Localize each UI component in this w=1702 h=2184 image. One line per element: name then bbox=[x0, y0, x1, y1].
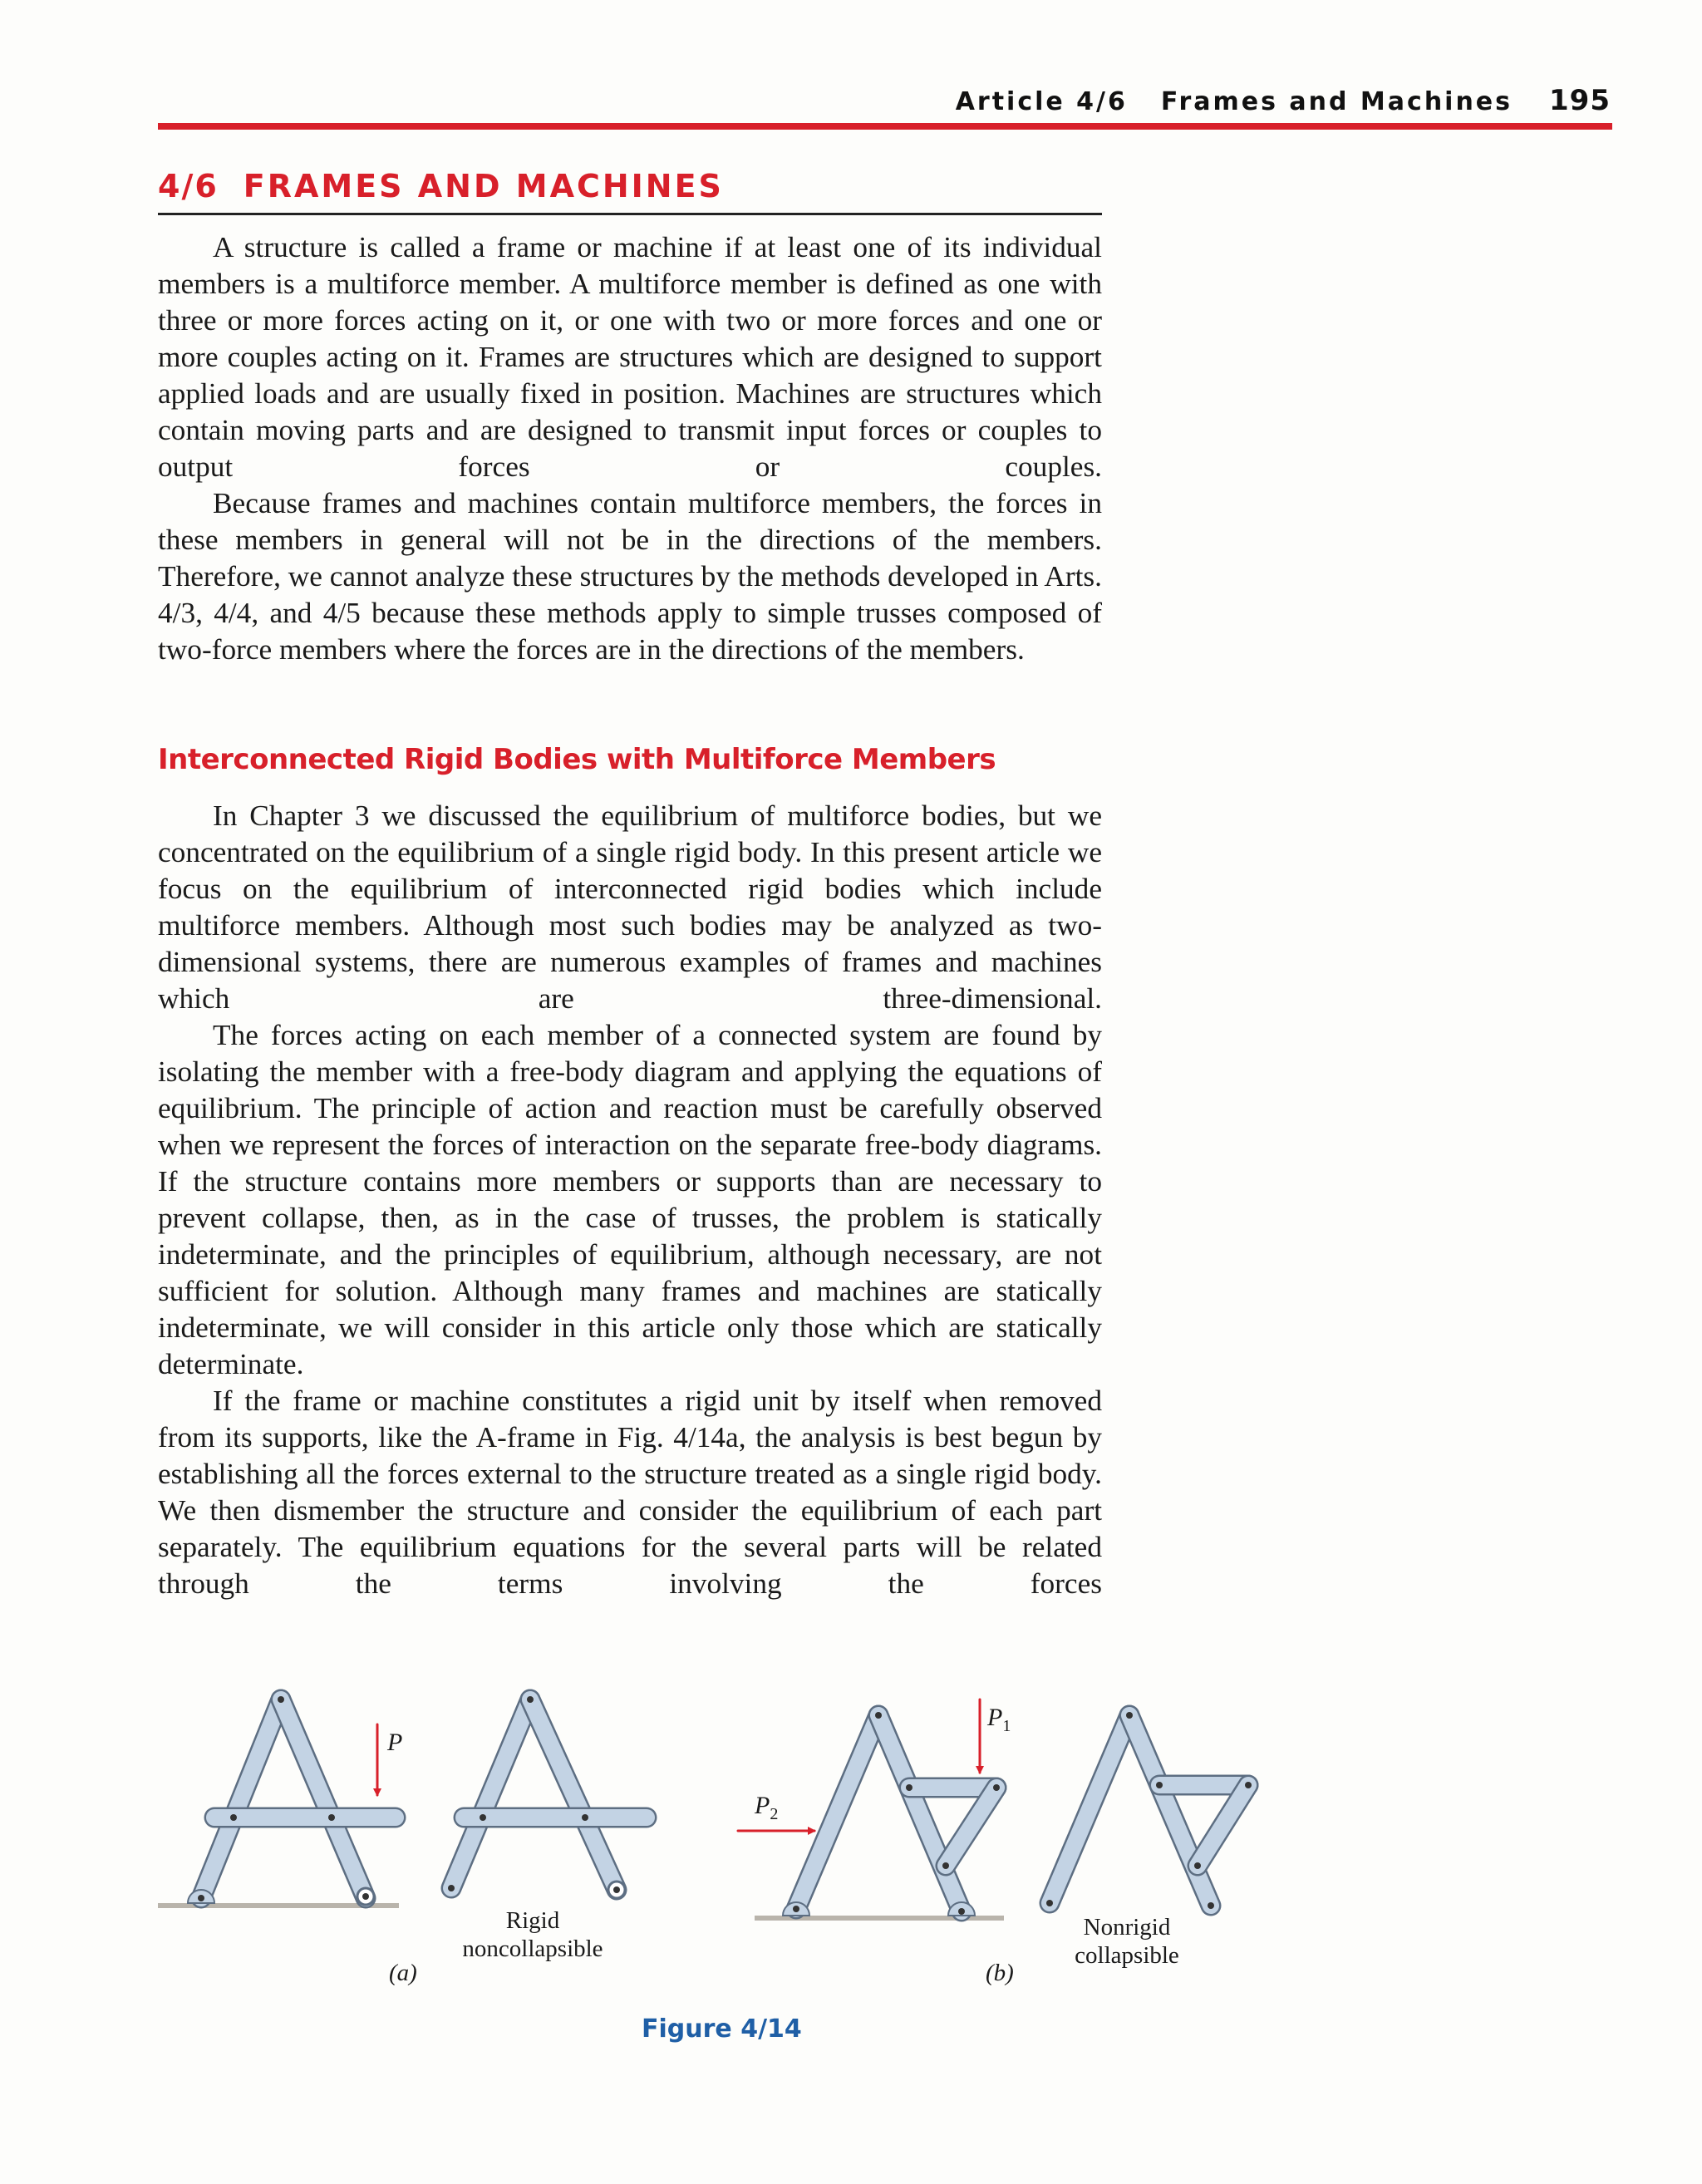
load-label-p1: $P_1$ bbox=[987, 1704, 1011, 1735]
section-title-text: FRAMES AND MACHINES bbox=[243, 168, 724, 204]
running-head-title: Frames and Machines bbox=[1160, 87, 1513, 116]
figure-part-b-label: (b) bbox=[986, 1960, 1014, 1986]
note-rigid-line2: noncollapsible bbox=[462, 1936, 603, 1962]
running-head-article: Article 4/6 bbox=[955, 87, 1128, 116]
note-nonrigid-line1: Nonrigid bbox=[1083, 1914, 1171, 1941]
ground-line-b bbox=[755, 1916, 1004, 1921]
a-frame-supported bbox=[158, 1696, 399, 1908]
note-rigid-line1: Rigid bbox=[505, 1907, 560, 1934]
body-paragraph-1: In Chapter 3 we discussed the equilibrium of multiforce bodies, but we concentrated on the equilibrium of a single rigid body. In this present article we focus on the equilibrium of interconnected rigid bodies which include multiforce members. Although most such bodies may be analyzed as two-dimensional systems, there are numerous examples of frames and machines which are three-dimensional. bbox=[158, 799, 1102, 1015]
note-nonrigid-line2: collapsible bbox=[1075, 1942, 1179, 1969]
load-label-p: P bbox=[387, 1729, 403, 1756]
figure-part-a-label: (a) bbox=[389, 1960, 417, 1986]
running-head bbox=[0, 84, 1611, 117]
intro-paragraph-2: Because frames and machines contain multiforce members, the forces in these members in general will not be in the directions of the members. Therefore, we cannot analyze these structures by the methods developed in Arts. 4/3, 4/4, and 4/5 because these methods apply to simple trusses composed of two-force members where the forces are in the directions of the members. bbox=[158, 487, 1102, 666]
header-rule bbox=[158, 123, 1612, 130]
load-label-p2: $P_2$ bbox=[755, 1792, 779, 1823]
note-nonrigid bbox=[1052, 1913, 1202, 1970]
section-rule bbox=[158, 213, 1102, 215]
b-frame-free bbox=[1046, 1712, 1252, 1909]
intro-text bbox=[158, 229, 1102, 668]
body-paragraph-2: The forces acting on each member of a connected system are found by isolating the member with a free-body diagram and applying the equations of equilibrium. The principle of action and reaction must be carefully observed when we represent the forces of interaction on the separate free-body diagrams. If the structure contains more members or supports than are necessary to prevent collapse, then, as in the case of trusses, the problem is statically indeterminate, and the principles of equilibrium, although necessary, are not sufficient for solution. Although many frames and machines are statically indeterminate, we will consider in this article only those which are statically determinate. bbox=[158, 1019, 1102, 1380]
subsection-text bbox=[158, 798, 1102, 1602]
section-number: 4/6 bbox=[158, 168, 219, 204]
note-rigid bbox=[458, 1906, 608, 1963]
page-number: 195 bbox=[1549, 84, 1611, 117]
a-frame-free bbox=[448, 1696, 647, 1898]
figure-caption: Figure 4/14 bbox=[642, 2014, 802, 2044]
body-paragraph-3: If the frame or machine constitutes a rigid unit by itself when removed from its supports, like the A-frame in Fig. 4/14a, the analysis is best begun by establishing all the forces external to the structure treated as a single rigid body. We then dismember the structure and consider the equilibrium of each part separately. The equilibrium equations for the several parts will be related through the terms involving the forces bbox=[158, 1385, 1102, 1600]
subsection-title: Interconnected Rigid Bodies with Multiforce Members bbox=[158, 743, 996, 776]
b-frame-supported bbox=[738, 1699, 1004, 1921]
intro-paragraph-1: A structure is called a frame or machine if at least one of its individual members is a multiforce member. A multiforce member is defined as one with three or more forces acting on it, or one with two or more forces and one or more couples acting on it. Frames are structures which are designed to support applied loads and are usually fixed in position. Machines are structures which contain moving parts and are designed to transmit input forces or couples to output forces or couples. bbox=[158, 231, 1102, 483]
ground-line-a bbox=[158, 1903, 399, 1908]
section-title bbox=[158, 168, 724, 204]
